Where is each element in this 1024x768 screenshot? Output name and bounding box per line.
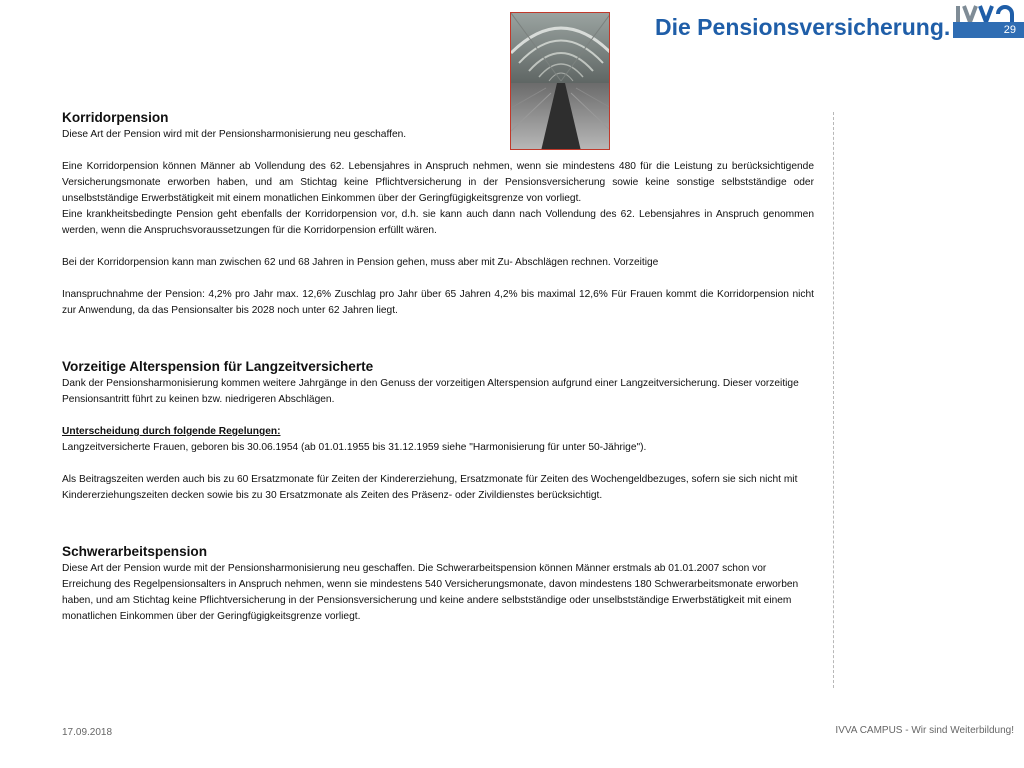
paragraph: Bei der Korridorpension kann man zwischen 62 und 68 Jahren in Pension gehen, muss aber mit Zu- Abschlägen rechnen. Vorzeitige — [62, 257, 659, 268]
ivva-logo — [954, 0, 1024, 24]
footer-date: 17.09.2018 — [62, 727, 113, 738]
paragraph: Inanspruchnahme der Pension: 4,2% pro Jahr max. 12,6% Zuschlag pro Jahr über 65 Jahren 4,2% bis maximal 12,6% Für Frauen kommt die Korridorpension nicht zur Anwendung, da das Pensionsalter bis 2028 noch unter 62 Jahren liegt. — [62, 289, 814, 316]
section-heading-korridorpension: Korridorpension — [62, 110, 169, 125]
paragraph: Diese Art der Pension wird mit der Pensionsharmonisierung neu geschaffen. — [62, 129, 407, 140]
paragraph: Als Beitragszeiten werden auch bis zu 60 Ersatzmonate für Zeiten der Kindererziehung, Ersatzmonate für Zeiten des Wochengeldbezuges, sofern sie sich nicht mit Kindererziehungszeiten decken sowie bis zu 30 Ersatzmonate als Zeiten des Präsenz- oder Zivildienstes berücksichtigt. — [62, 474, 798, 501]
page-number: 29 — [953, 22, 1024, 38]
paragraph: Dank der Pensionsharmonisierung kommen weitere Jahrgänge in den Genuss der vorzeitigen Alterspension aufgrund einer Langzeitversicherung. Dieser vorzeitige Pensionsantritt führt zu keinen bzw. niedrigeren Abschlägen. — [62, 378, 799, 405]
ivva-logo-graphic — [954, 0, 1024, 24]
footer-tagline: IVVA CAMPUS - Wir sind Weiterbildung! — [835, 725, 1014, 736]
paragraph: Diese Art der Pension wurde mit der Pensionsharmonisierung neu geschaffen. Die Schwerarbeitspension können Männer erstmals ab 01.01.2007 schon vor Erreichung des Regelpensionsalters in Anspruch nehmen, wenn sie mindestens 540 Versicherungsmonate, davon mindestens 180 Schwerarbeitsmonate erworben haben, und am Stichtag keine Pflichtversicherung in der Pensionsversicherung und keine andere selbstständige oder unselbstständige Erwerbstätigkeit mit einem monatlichen Einkommen über der Geringfügigkeitsgrenze vorliegt. — [62, 563, 799, 622]
main-content — [62, 108, 814, 625]
section-heading-langzeitversicherte: Vorzeitige Alterspension für Langzeitversicherte — [62, 359, 374, 374]
divider-line — [833, 112, 834, 688]
page-title: Die Pensionsversicherung. — [655, 14, 951, 40]
paragraph: Langzeitversicherte Frauen, geboren bis 30.06.1954 (ab 01.01.1955 bis 31.12.1959 siehe "Harmonisierung für unter 50-Jährige"). — [62, 442, 647, 453]
paragraph: Eine Korridorpension können Männer ab Vollendung des 62. Lebensjahres in Anspruch nehmen, wenn sie mindestens 480 für die Leistung zu berücksichtigende Versicherungsmonate erworben haben, und am Stichtag keine Pflichtversicherung in der Pensionsversicherung sowie keine sonstige selbstständige oder unselbstständige Erwerbstätigkeit mit einem monatlichen Einkommen über der Geringfügigkeitsgrenze von vorliegt. — [62, 161, 814, 204]
paragraph: Eine krankheitsbedingte Pension geht ebenfalls der Korridorpension vor, d.h. sie kann auch dann nach Vollendung des 62. Lebensjahres in Anspruch genommen werden, wenn die Anspruchsvoraussetzungen für die Korridorpension erfüllt wären. — [62, 209, 814, 236]
subheading-regelungen: Unterscheidung durch folgende Regelungen: — [62, 426, 281, 437]
section-heading-schwerarbeitspension: Schwerarbeitspension — [62, 544, 208, 559]
